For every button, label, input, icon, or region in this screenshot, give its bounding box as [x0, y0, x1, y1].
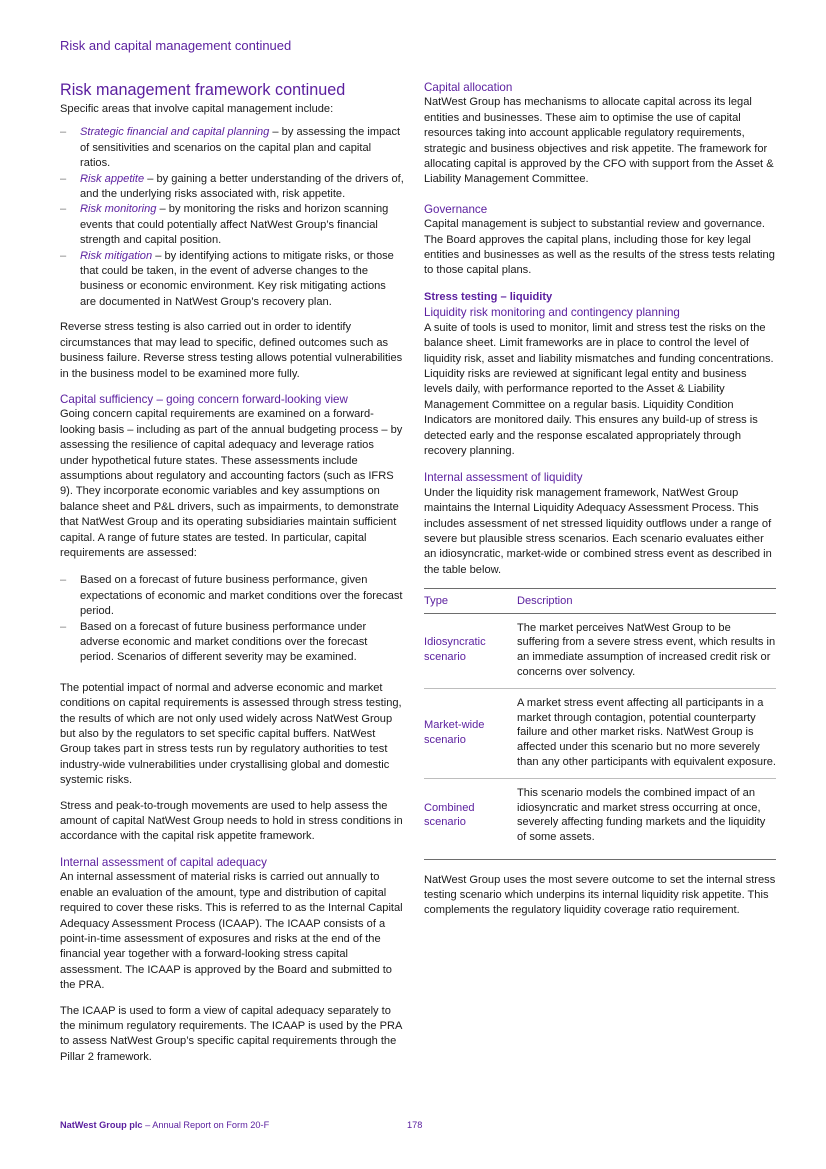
- intro-text: Specific areas that involve capital management include:: [60, 103, 334, 115]
- page-number: 178: [407, 1120, 423, 1130]
- dash-bullet-icon: –: [60, 620, 67, 633]
- list-item: – Risk appetite – by gaining a better understanding of the drivers of, and the underlying risks associated with, risk appetite.: [60, 172, 404, 201]
- allocation-paragraph: NatWest Group has mechanisms to allocate capital across its legal entities and businesses. These aim to optimise the use of capital resources taking into account applicable regulatory requirements, strategic and business objectives and risk appetite. The framework for allocating capital is approved by the CFO with support from the Asset & Liability Management Committee.: [424, 96, 774, 186]
- sufficiency-paragraph: Going concern capital requirements are examined on a forward-looking basis – including as part of the annual budgeting process – by assessing the resilience of capital adequacy and leverage ratios under hypothetical future states. These assessments include assumptions about regulatory and accounting factors (such as IFRS 9). They incorporate economic variables and key assumptions on balance sheet and P&L drivers, such as impairments, to demonstrate that NatWest Group and its operating subsidiaries maintain sufficient capital. A range of future states are tested. In particular, capital requirements are assessed:: [60, 408, 403, 559]
- governance-paragraph: Capital management is subject to substantial review and governance. The Board approves the capital plans, including those for key legal entities and businesses as well as the results of the stress tests relating to those capital plans.: [424, 218, 775, 277]
- ilaap-paragraph: Under the liquidity risk management framework, NatWest Group maintains the Internal Liquidity Adequacy Assessment Process. This includes assessment of net stressed liquidity outflows under a range of severe but plausible stress scenarios. Each scenario evaluates either an idiosyncratic, market-wide or combined stress event as described in the table below.: [424, 486, 772, 576]
- column-header-description: Description: [517, 589, 776, 614]
- list-item: – Risk monitoring – by monitoring the risks and horizon scanning events that could potentially affect NatWest Group’s financial strength and capital position.: [60, 203, 389, 247]
- reverse-stress-paragraph: Reverse stress testing is also carried out in order to identify circumstances that may lead to specific, defined outcomes such as business failure. Reverse stress testing allows potential vulnerabilities in the business model to be examined more fully.: [60, 321, 403, 380]
- monitoring-paragraph: A suite of tools is used to monitor, limit and stress test the risks on the balance sheet. Limit frameworks are in place to control the level of liquidity risk, asset and liability mismatches and funding concentrations. Liquidity risks are reviewed at significant legal entity and business levels daily, with performance reported to the Asset & Liability Management Committee on a regular basis. Liquidity Condition Indicators are monitored daily. This ensures any build-up of stress is detected early and the response escalated appropriately through recovery planning.: [424, 321, 774, 457]
- dash-bullet-icon: –: [60, 126, 67, 139]
- list-item: – Based on a forecast of future business performance under adverse economic and market conditions over the forecast period. Scenarios of different severity may be examined.: [60, 620, 368, 664]
- capital-areas-list: [60, 125, 404, 310]
- dash-bullet-icon: –: [60, 574, 67, 587]
- dash-bullet-icon: –: [60, 203, 67, 216]
- dash-bullet-icon: –: [60, 249, 67, 262]
- icaap-heading: Internal assessment of capital adequacy: [60, 855, 267, 869]
- column-header-type: Type: [424, 589, 517, 614]
- icaap-paragraph: An internal assessment of material risks is carried out annually to enable an evaluation of the amount, type and distribution of capital required to cover these risks. This is referred to as the Internal Capital Adequacy Assessment Process (ICAAP). The ICAAP consists of a point-in-time assessment of exposures and risks at the end of the financial year together with a forward-looking stress capital assessment. The ICAAP is approved by the Board and submitted to the PRA.: [60, 871, 403, 992]
- scenario-description: This scenario models the combined impact of an idiosyncratic and market stress occurring at once, severely affecting funding markets and the liquidity of some assets.: [517, 779, 776, 859]
- right-column: [424, 80, 776, 919]
- footer-company: NatWest Group plc: [60, 1120, 143, 1130]
- allocation-heading: Capital allocation: [424, 81, 513, 94]
- scenario-description: A market stress event affecting all participants in a market through contagion, potential counterparty failure and other market risks. NatWest Group is affected under this scenario but no more severely than any other participants with equivalent exposure.: [517, 689, 776, 779]
- footer: [60, 1120, 269, 1130]
- footer-separator: –: [142, 1120, 153, 1130]
- scenario-type: Market-wide scenario: [424, 689, 517, 779]
- governance-heading: Governance: [424, 202, 488, 216]
- scenario-table: [424, 588, 776, 859]
- table-row: [424, 689, 776, 779]
- running-header: Risk and capital management continued: [60, 38, 292, 53]
- section-title: Risk management framework continued: [60, 81, 346, 99]
- forecast-list: [60, 573, 404, 665]
- stress-liquidity-heading: Stress testing – liquidity: [424, 290, 553, 303]
- dash-bullet-icon: –: [60, 172, 67, 185]
- ilaap-heading: Internal assessment of liquidity: [424, 471, 583, 485]
- list-item: – Strategic financial and capital planning – by assessing the impact of sensitivities and scenarios on the capital plan and capital ratios.: [60, 126, 401, 170]
- table-row: [424, 613, 776, 688]
- icaap-use-paragraph: The ICAAP is used to form a view of capital adequacy separately to the minimum regulatory requirements. The ICAAP is used by the PRA to assess NatWest Group’s specific capital requirements through the Pillar 2 framework.: [60, 1004, 402, 1063]
- scenario-description: The market perceives NatWest Group to be suffering from a severe stress event, which results in an immediate assumption of increased credit risk or concerns over solvency.: [517, 613, 776, 688]
- closing-paragraph: NatWest Group uses the most severe outcome to set the internal stress testing scenario which underpins its internal liquidity risk appetite. This complements the regulatory liquidity coverage ratio requirement.: [424, 873, 776, 917]
- table-row: [424, 779, 776, 859]
- sufficiency-heading: Capital sufficiency – going concern forward-looking view: [60, 392, 348, 406]
- impact-paragraph: The potential impact of normal and adverse economic and market conditions on capital requirements is assessed through stress testing, the results of which are not only used widely across NatWest Group but also by the regulators to set specific capital buffers. NatWest Group takes part in stress tests run by regulatory authorities to test industry-wide vulnerabilities under crystallising global and domestic systemic risks.: [60, 681, 402, 787]
- footer-report-name: Annual Report on Form 20-F: [152, 1120, 270, 1130]
- scenario-type: Combined scenario: [424, 779, 517, 859]
- peak-paragraph: Stress and peak-to-trough movements are used to help assess the amount of capital NatWest Group needs to hold in stress conditions in accordance with the capital risk appetite framework.: [60, 799, 403, 843]
- list-item: – Risk mitigation – by identifying actions to mitigate risks, or those that could be taken, in the event of adverse changes to the business or economic environment. Key risk mitigating actions are documented in NatWest Group’s recovery plan.: [60, 249, 394, 308]
- monitoring-heading: Liquidity risk monitoring and contingency planning: [424, 306, 680, 320]
- scenario-type: Idiosyncratic scenario: [424, 613, 517, 688]
- table-header-row: [424, 589, 776, 614]
- left-column: [60, 80, 404, 1065]
- list-item: – Based on a forecast of future business performance, given expectations of economic and market conditions over the forecast period.: [60, 574, 403, 618]
